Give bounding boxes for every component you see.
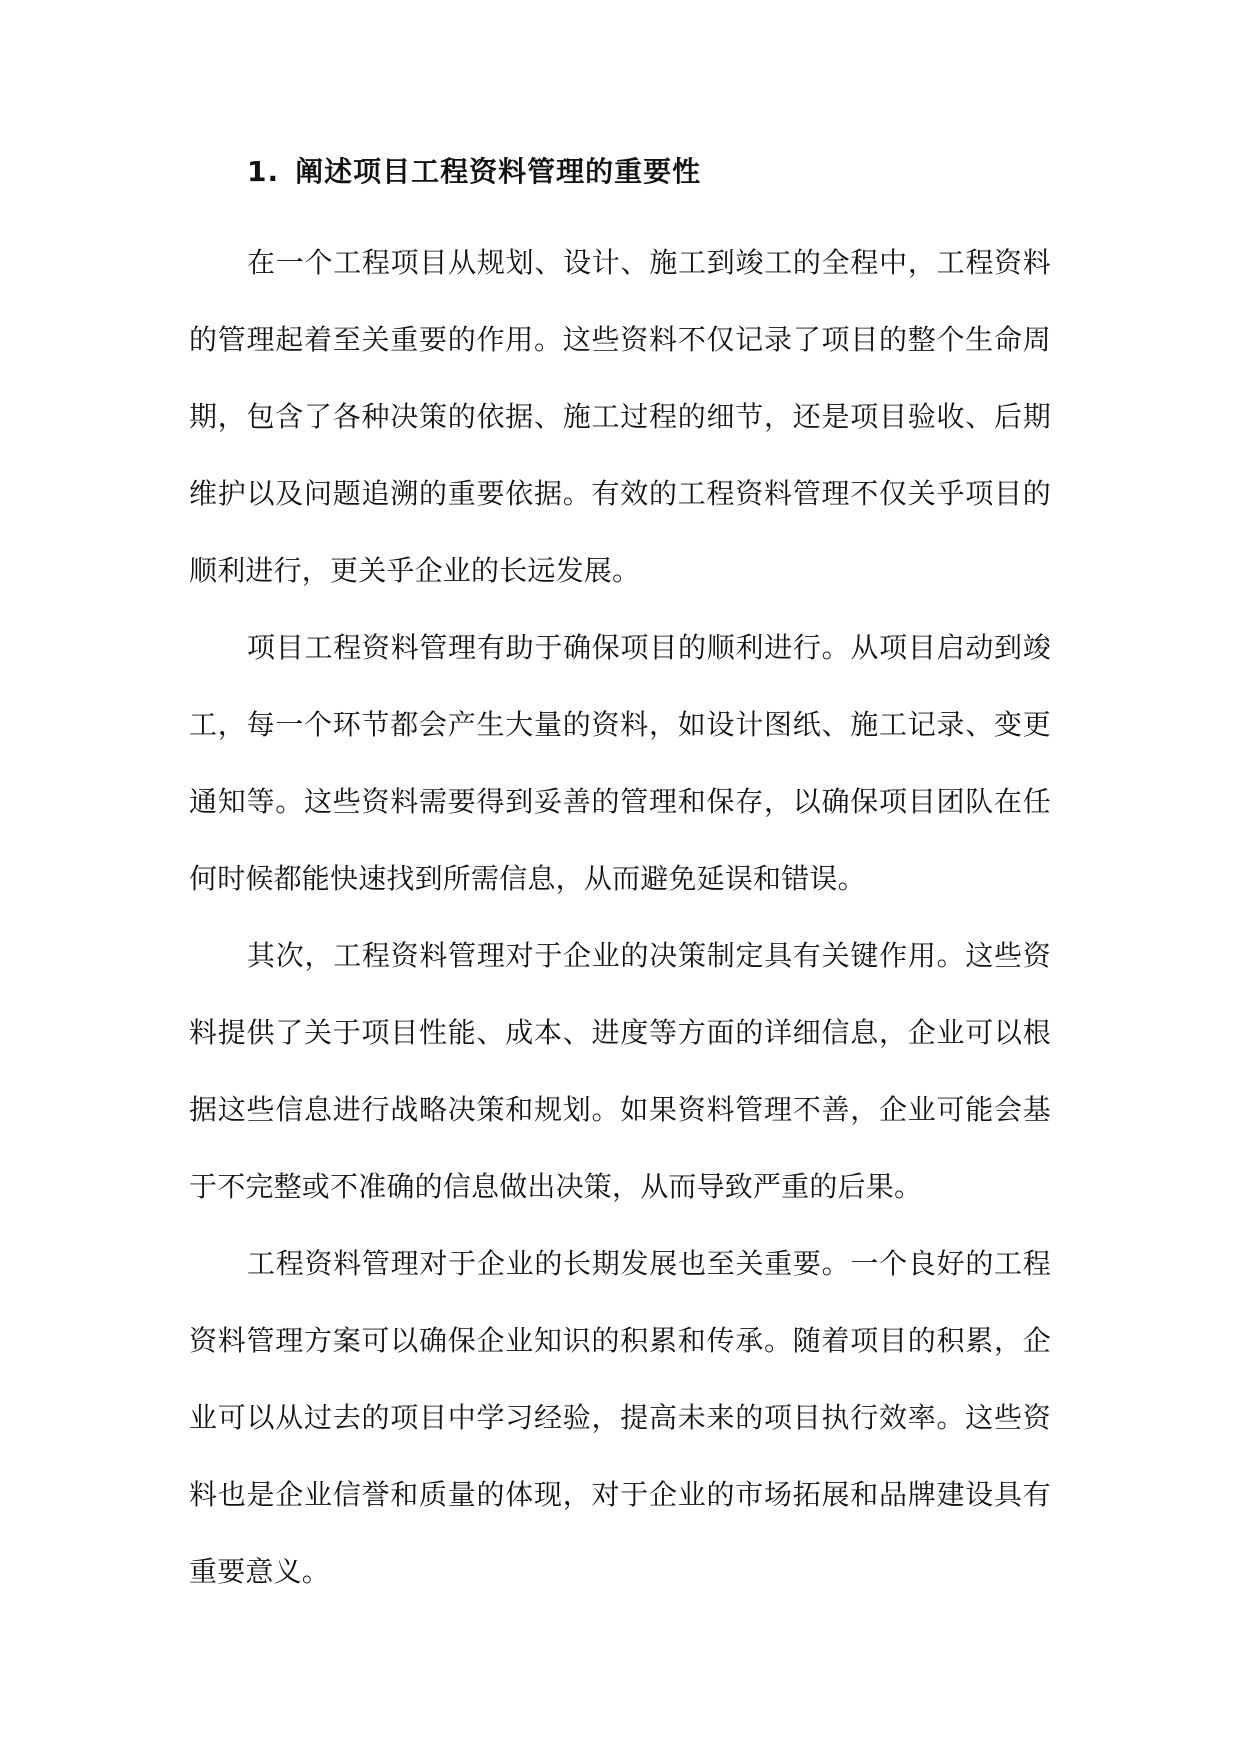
section-title: 阐述项目工程资料管理的重要性 xyxy=(295,155,702,188)
paragraph-3: 其次，工程资料管理对于企业的决策制定具有关键作用。这些资料提供了关于项目性能、成本、进度等方面的详细信息，企业可以根据这些信息进行战略决策和规划。如果资料管理不善，企业可能会基于不完整或不准确的信息做出决策，从而导致严重的后果。 xyxy=(189,939,1051,1203)
document-body xyxy=(189,146,1051,1610)
paragraph-1: 在一个工程项目从规划、设计、施工到竣工的全程中，工程资料的管理起着至关重要的作用。这些资料不仅记录了项目的整个生命周期，包含了各种决策的依据、施工过程的细节，还是项目验收、后期维护以及问题追溯的重要依据。有效的工程资料管理不仅关乎项目的顺利进行，更关乎企业的长远发展。 xyxy=(189,246,1051,587)
paragraph-2: 项目工程资料管理有助于确保项目的顺利进行。从项目启动到竣工，每一个环节都会产生大量的资料，如设计图纸、施工记录、变更通知等。这些资料需要得到妥善的管理和保存，以确保项目团队在任何时候都能快速找到所需信息，从而避免延误和错误。 xyxy=(189,631,1051,895)
paragraph-4: 工程资料管理对于企业的长期发展也至关重要。一个良好的工程资料管理方案可以确保企业知识的积累和传承。随着项目的积累，企业可以从过去的项目中学习经验，提高未来的项目执行效率。这些资料也是企业信誉和质量的体现，对于企业的市场拓展和品牌建设具有重要意义。 xyxy=(189,1247,1051,1588)
section-number: 1. xyxy=(247,155,280,188)
section-heading xyxy=(189,146,1051,198)
